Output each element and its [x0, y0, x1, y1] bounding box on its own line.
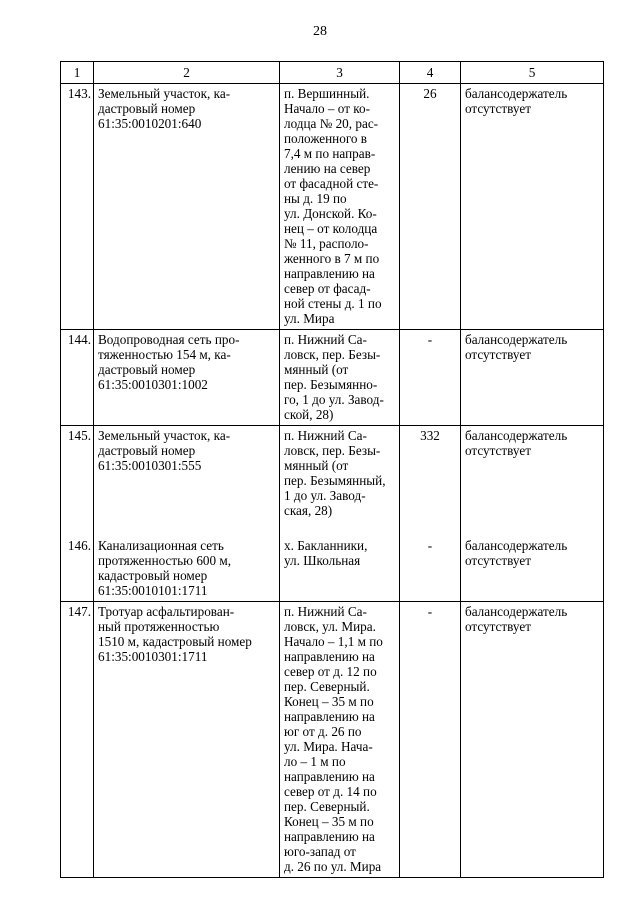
object-description: Тротуар асфальтирован- ный протяженностью 1510 м, кадастровый номер 61:35:0010301:1711: [94, 602, 280, 878]
object-status: балансодержатель отсутствует: [461, 521, 604, 602]
object-description: Земельный участок, ка- дастровый номер 61:35:0010201:640: [94, 84, 280, 330]
object-location: п. Нижний Са- ловск, пер. Безы- мянный (от пер. Безымянный, 1 до ул. Завод- ская, 28): [280, 426, 400, 522]
object-location: п. Вершинный. Начало – от ко- лодца № 20, рас- положенного в 7,4 м по направ- лению на север от фасадной сте- ны д. 19 по ул. Донской. Ко- нец – от колодца № 11, располо- женного в 7 м по направлению на север от фасад- ной стены д. 1 по ул. Мира: [280, 84, 400, 330]
object-location: п. Нижний Са- ловск, пер. Безы- мянный (от пер. Безымянно- го, 1 до ул. Завод- ской, 28): [280, 330, 400, 426]
object-length: 332: [400, 426, 461, 522]
row-number: 143.: [61, 84, 94, 330]
column-header-1: 1: [61, 62, 94, 84]
object-status: балансодержатель отсутствует: [461, 426, 604, 522]
page-number: 28: [313, 24, 327, 39]
column-header-2: 2: [94, 62, 280, 84]
object-location: п. Нижний Са- ловск, ул. Мира. Начало – 1,1 м по направлению на север от д. 12 по пер. Северный. Конец – 35 м по направлению на юг от д. 26 по ул. Мира. Нача- ло – 1 м по направлению на север от д. 14 по пер. Северный. Конец – 35 м по направлению на юго-запад от д. 26 по ул. Мира: [280, 602, 400, 878]
column-header-3: 3: [280, 62, 400, 84]
column-header-5: 5: [461, 62, 604, 84]
object-status: балансодержатель отсутствует: [461, 84, 604, 330]
object-description: Земельный участок, ка- дастровый номер 61:35:0010301:555: [94, 426, 280, 522]
object-location: х. Бакланники, ул. Школьная: [280, 521, 400, 602]
object-length: -: [400, 330, 461, 426]
column-header-4: 4: [400, 62, 461, 84]
object-status: балансодержатель отсутствует: [461, 602, 604, 878]
object-status: балансодержатель отсутствует: [461, 330, 604, 426]
row-number: 144.: [61, 330, 94, 426]
table-row: [61, 521, 604, 602]
row-number: 145.: [61, 426, 94, 522]
row-number: 147.: [61, 602, 94, 878]
table-row: [61, 330, 604, 426]
row-number: 146.: [61, 521, 94, 602]
table-row: [61, 602, 604, 878]
object-description: Водопроводная сеть про- тяженностью 154 м, ка- дастровый номер 61:35:0010301:1002: [94, 330, 280, 426]
object-length: -: [400, 521, 461, 602]
object-length: -: [400, 602, 461, 878]
table-row: [61, 84, 604, 330]
table-row: [61, 426, 604, 522]
object-description: Канализационная сеть протяженностью 600 м, кадастровый номер 61:35:0010101:1711: [94, 521, 280, 602]
object-length: 26: [400, 84, 461, 330]
registry-table: [60, 61, 604, 878]
header-row: [61, 62, 604, 84]
